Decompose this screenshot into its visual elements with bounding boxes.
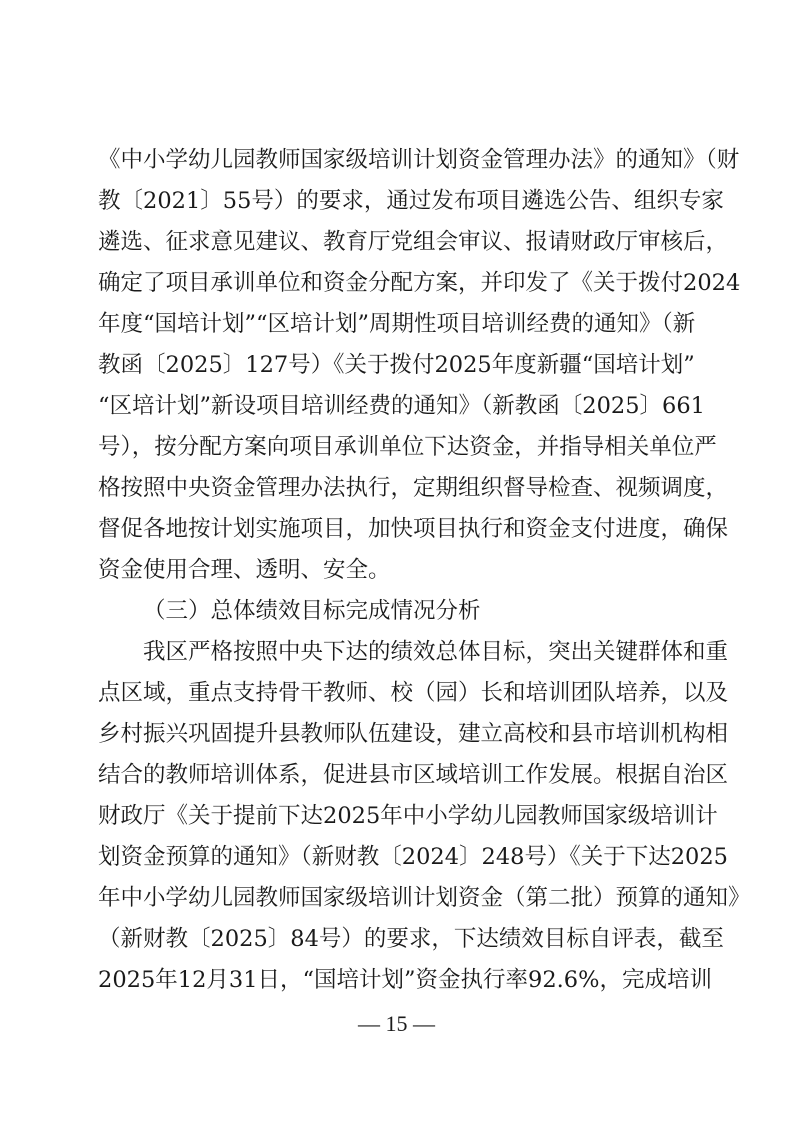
paragraph-1-line-8: 号），按分配方案向项目承训单位下达资金，并指导相关单位严: [98, 434, 717, 460]
section-heading: （三）总体绩效目标完成情况分析: [143, 598, 481, 624]
paragraph-2-line-9: 2025年12月31日，“国培计划”资金执行率92.6%，完成培训: [98, 967, 713, 993]
paragraph-2-line-3: 乡村振兴巩固提升县教师队伍建设，建立高校和县市培训机构相: [98, 721, 729, 747]
paragraph-1-line-7: “区培计划”新设项目培训经费的通知》（新教函〔2025〕661: [98, 393, 705, 419]
paragraph-1-line-3: 遴选、征求意见建议、教育厅党组会审议、报请财政厅审核后，: [98, 229, 729, 255]
paragraph-2-line-5: 财政厅《关于提前下达2025年中小学幼儿园教师国家级培训计: [98, 803, 718, 829]
paragraph-2-line-7: 年中小学幼儿园教师国家级培训计划资金（第二批）预算的通知》: [98, 885, 751, 911]
paragraph-2-line-4: 结合的教师培训体系，促进县市区域培训工作发展。根据自治区: [98, 762, 729, 788]
page-number: — 15 —: [358, 1011, 435, 1036]
paragraph-2-line-8: （新财教〔2025〕84号）的要求，下达绩效目标自评表，截至: [98, 926, 724, 952]
paragraph-1-line-10: 督促各地按计划实施项目，加快项目执行和资金支付进度，确保: [98, 516, 729, 542]
paragraph-1-line-2: 教〔2021〕55号）的要求，通过发布项目遴选公告、组织专家: [98, 188, 724, 214]
paragraph-1-line-4: 确定了项目承训单位和资金分配方案，并印发了《关于拨付2024: [98, 270, 741, 296]
paragraph-1-line-5: 年度“国培计划”“区培计划”周期性项目培训经费的通知》（新: [98, 311, 696, 337]
paragraph-1-line-9: 格按照中央资金管理办法执行，定期组织督导检查、视频调度，: [98, 475, 729, 501]
paragraph-2-line-6: 划资金预算的通知》（新财教〔2024〕248号）《关于下达2025: [98, 844, 728, 870]
paragraph-1-line-6: 教函〔2025〕127号）《关于拨付2025年度新疆“国培计划”: [98, 352, 695, 378]
paragraph-2-line-2: 点区域，重点支持骨干教师、校（园）长和培训团队培养，以及: [98, 680, 729, 706]
paragraph-1-line-11: 资金使用合理、透明、安全。: [98, 557, 391, 583]
paragraph-2-line-1: 我区严格按照中央下达的绩效总体目标，突出关键群体和重: [143, 639, 729, 665]
paragraph-1-line-1: 《中小学幼儿园教师国家级培训计划资金管理办法》的通知》（财: [98, 147, 740, 173]
